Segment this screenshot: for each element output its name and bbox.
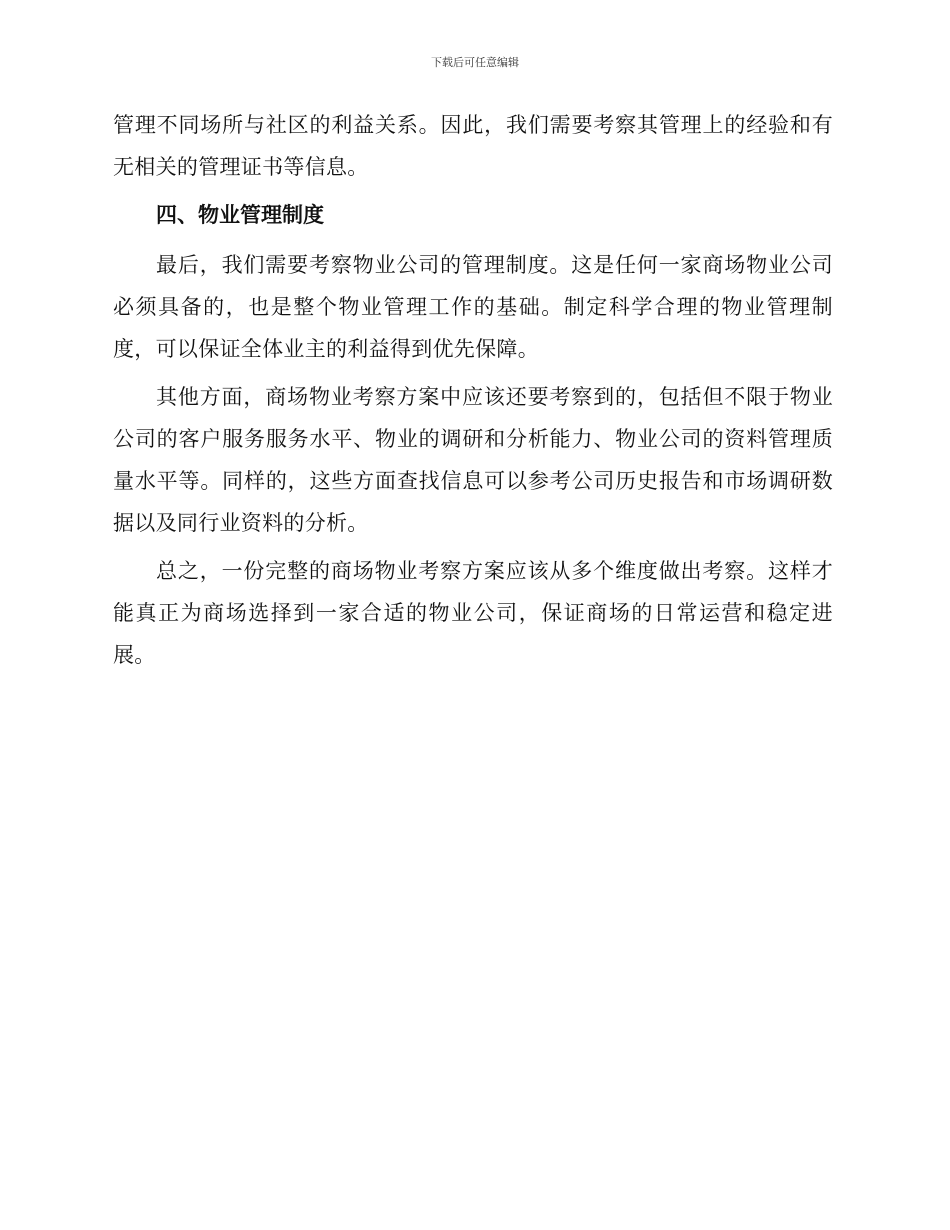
document-body: [113, 104, 833, 682]
paragraph-other-aspects: 其他方面，商场物业考察方案中应该还要考察到的，包括但不限于物业公司的客户服务服务水平、物业的调研和分析能力、物业公司的资料管理质量水平等。同样的，这些方面查找信息可以参考公司历史报告和市场调研数据以及同行业资料的分析。: [113, 385, 833, 535]
section-heading: 四、物业管理制度: [156, 203, 324, 227]
header-note: 下载后可任意编辑: [431, 56, 519, 69]
paragraph-management-system: 最后，我们需要考察物业公司的管理制度。这是任何一家商场物业公司必须具备的，也是整个物业管理工作的基础。制定科学合理的物业管理制度，可以保证全体业主的利益得到优先保障。: [113, 253, 833, 361]
paragraph-conclusion: 总之，一份完整的商场物业考察方案应该从多个维度做出考察。这样才能真正为商场选择到一家合适的物业公司，保证商场的日常运营和稳定进展。: [113, 559, 833, 667]
paragraph-continued: 管理不同场所与社区的利益关系。因此，我们需要考察其管理上的经验和有无相关的管理证书等信息。: [113, 113, 833, 179]
